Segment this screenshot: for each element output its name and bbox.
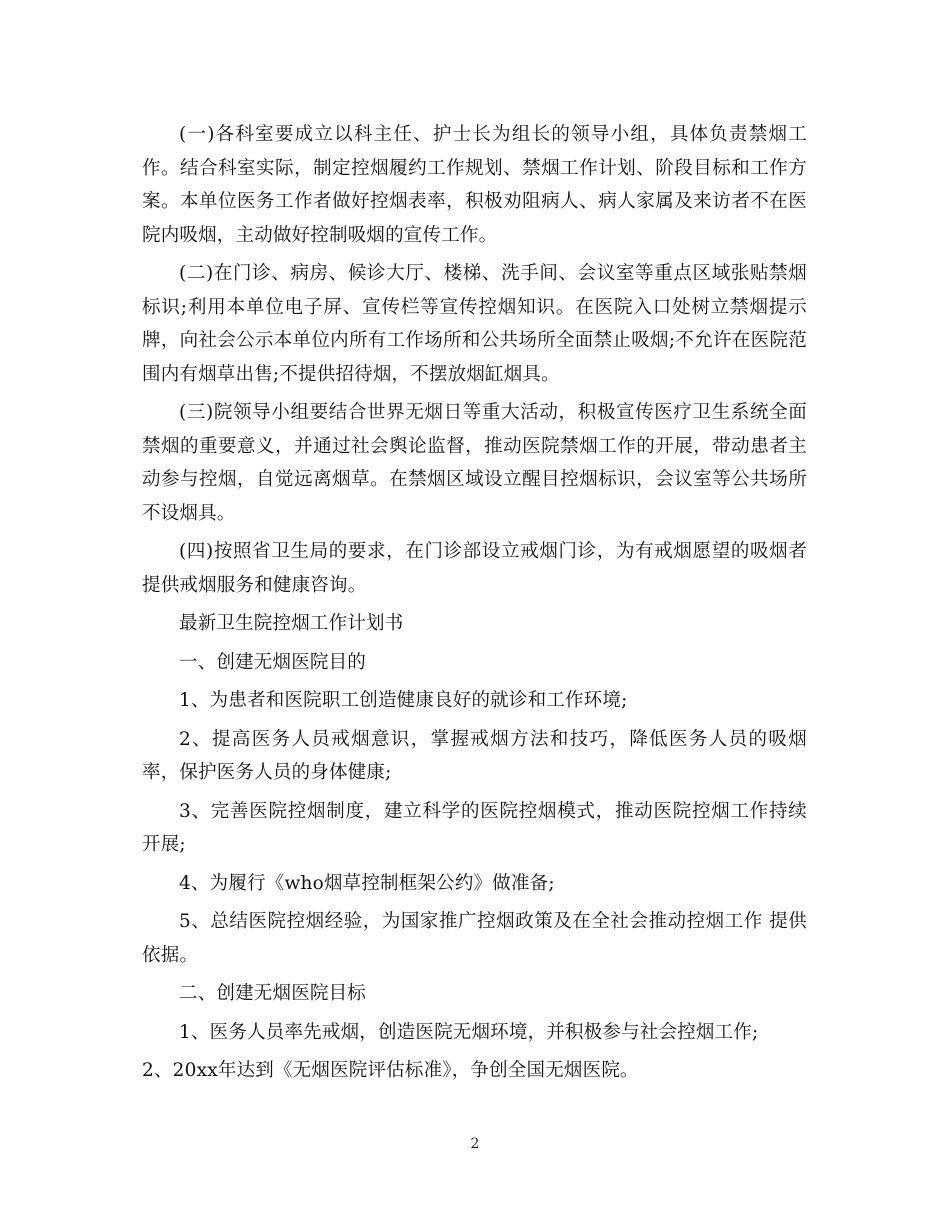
page-number: 2 — [470, 1136, 480, 1152]
goal-item-2: 2、20xx年达到《无烟医院评估标准》，争创全国无烟医院。 — [142, 1060, 639, 1081]
purpose-item-3: 3、完善医院控烟制度，建立科学的医院控烟模式，推动医院控烟工作持续开展; — [142, 800, 807, 855]
paragraph-section-3: (三)院领导小组要结合世界无烟日等重大活动，积极宣传医疗卫生系统全面禁烟的重要意义，并通过社会舆论监督，推动医院禁烟工作的开展，带动患者主动参与控烟，自觉远离烟草。在禁烟区域设立醒目控烟标识，会议室等公共场所不设烟具。 — [142, 402, 807, 524]
purpose-item-5: 5、总结医院控烟经验，为国家推广控烟政策及在全社会推动控烟工作 提供依据。 — [142, 911, 807, 966]
document-body — [142, 118, 807, 1093]
purpose-item-4: 4、为履行《who烟草控制框架公约》做准备; — [179, 872, 555, 894]
paragraph-section-1: (一)各科室要成立以科主任、护士长为组长的领导小组，具体负责禁烟工作。结合科室实际，制定控烟履约工作规划、禁烟工作计划、阶段目标和工作方案。本单位医务工作者做好控烟表率，积极劝阻病人、病人家属及来访者不在医院内吸烟，主动做好控制吸烟的宣传工作。 — [142, 124, 807, 246]
paragraph-section-4: (四)按照省卫生局的要求，在门诊部设立戒烟门诊，为有戒烟愿望的吸烟者提供戒烟服务和健康咨询。 — [142, 541, 807, 596]
heading-plan-title: 最新卫生院控烟工作计划书 — [179, 613, 404, 634]
paragraph-section-2: (二)在门诊、病房、候诊大厅、楼梯、洗手间、会议室等重点区域张贴禁烟标识;利用本单位电子屏、宣传栏等宣传控烟知识。在医院入口处树立禁烟提示牌，向社会公示本单位内所有工作场所和公共场所全面禁止吸烟;不允许在医院范围内有烟草出售;不提供招待烟，不摆放烟缸烟具。 — [142, 263, 807, 385]
purpose-item-2: 2、提高医务人员戒烟意识，掌握戒烟方法和技巧，降低医务人员的吸烟率，保护医务人员的身体健康; — [142, 728, 807, 783]
heading-purpose: 一、创建无烟医院目的 — [179, 651, 367, 673]
heading-goals: 二、创建无烟医院目标 — [179, 983, 367, 1004]
goal-item-1: 1、医务人员率先戒烟，创造医院无烟环境，并积极参与社会控烟工作; — [179, 1021, 759, 1043]
purpose-item-1: 1、为患者和医院职工创造健康良好的就诊和工作环境; — [179, 690, 628, 711]
